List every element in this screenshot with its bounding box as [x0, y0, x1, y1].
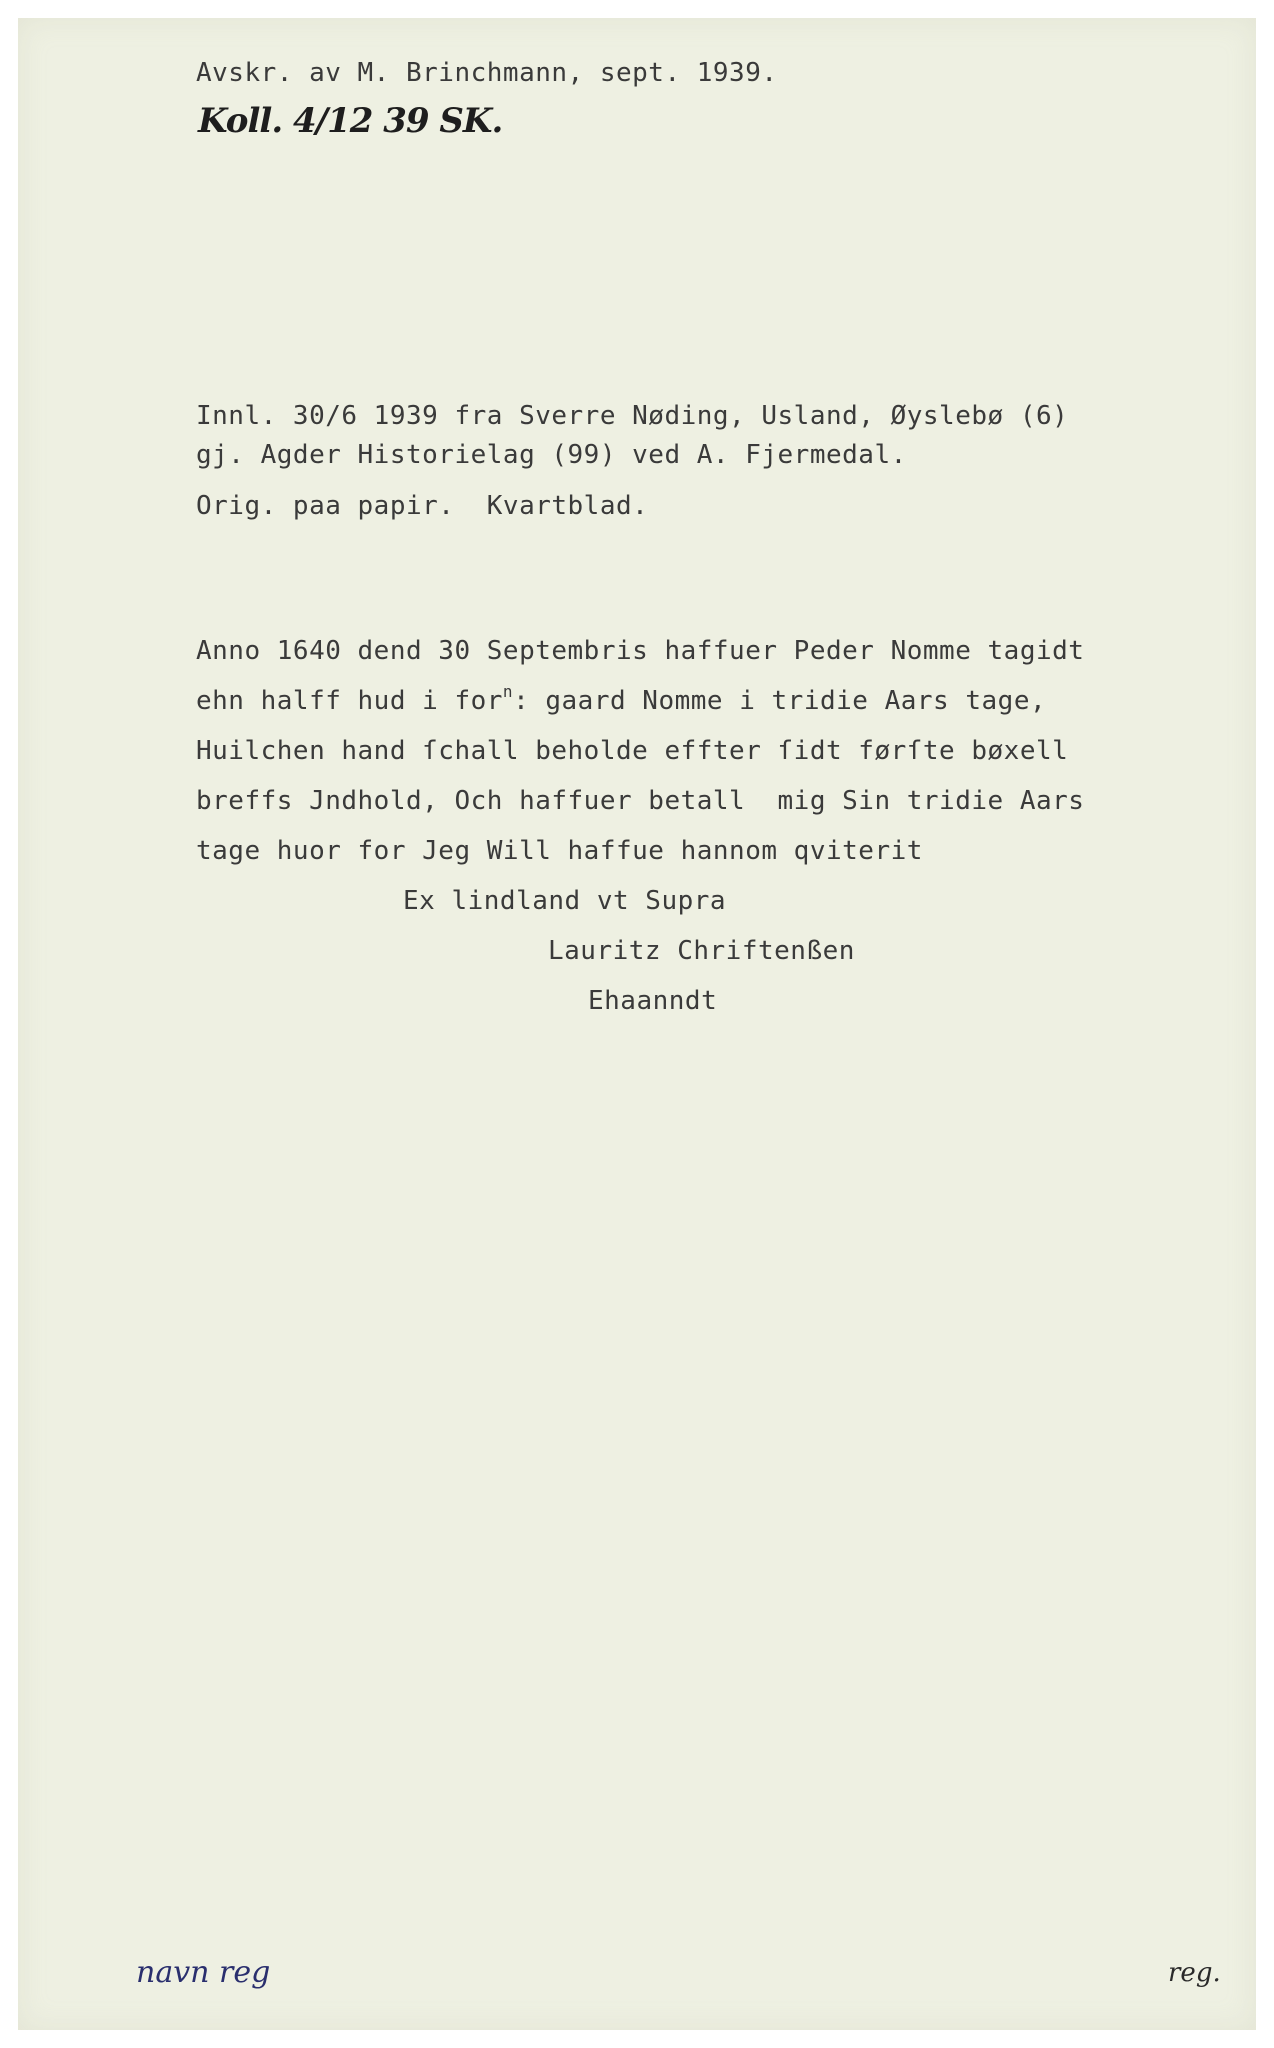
margin-note-name-register: navn reg [136, 1955, 271, 1990]
signature-name: Lauritz Chriftenßen [548, 936, 855, 966]
provenance-line-2: gj. Agder Historielag (99) ved A. Fjermedal. [196, 440, 907, 470]
margin-note-register: reg. [1168, 1958, 1221, 1988]
provenance-line-3: Orig. paa papir. Kvartblad. [196, 491, 649, 521]
closing-line: Ex lindland vt Supra [403, 886, 727, 916]
document-page [18, 18, 1256, 2030]
body-line-2-pre: ehn halff hud i for [196, 686, 503, 716]
body-line-5: tage huor for Jeg Will haffue hannom qviterit [196, 836, 923, 866]
body-line-3: Huilchen hand ſchall beholde effter ſidt førſte bøxell [196, 736, 1069, 766]
body-line-2 [196, 682, 1047, 716]
signature-mark: Ehaanndt [588, 986, 718, 1016]
body-line-4: breffs Jndhold, Och haffuer betall mig Sin tridie Aars [196, 786, 1085, 816]
handwritten-collation-note: Koll. 4/12 39 SK. [198, 101, 503, 141]
transcriber-line: Avskr. av M. Brinchmann, sept. 1939. [196, 58, 778, 88]
provenance-line-1: Innl. 30/6 1939 fra Sverre Nøding, Usland, Øyslebø (6) [196, 401, 1069, 431]
abbreviation-superscript: n [502, 682, 514, 701]
body-line-2-post: : gaard Nomme i tridie Aars tage, [513, 686, 1047, 716]
body-line-1: Anno 1640 dend 30 Septembris haffuer Peder Nomme tagidt [196, 636, 1085, 666]
